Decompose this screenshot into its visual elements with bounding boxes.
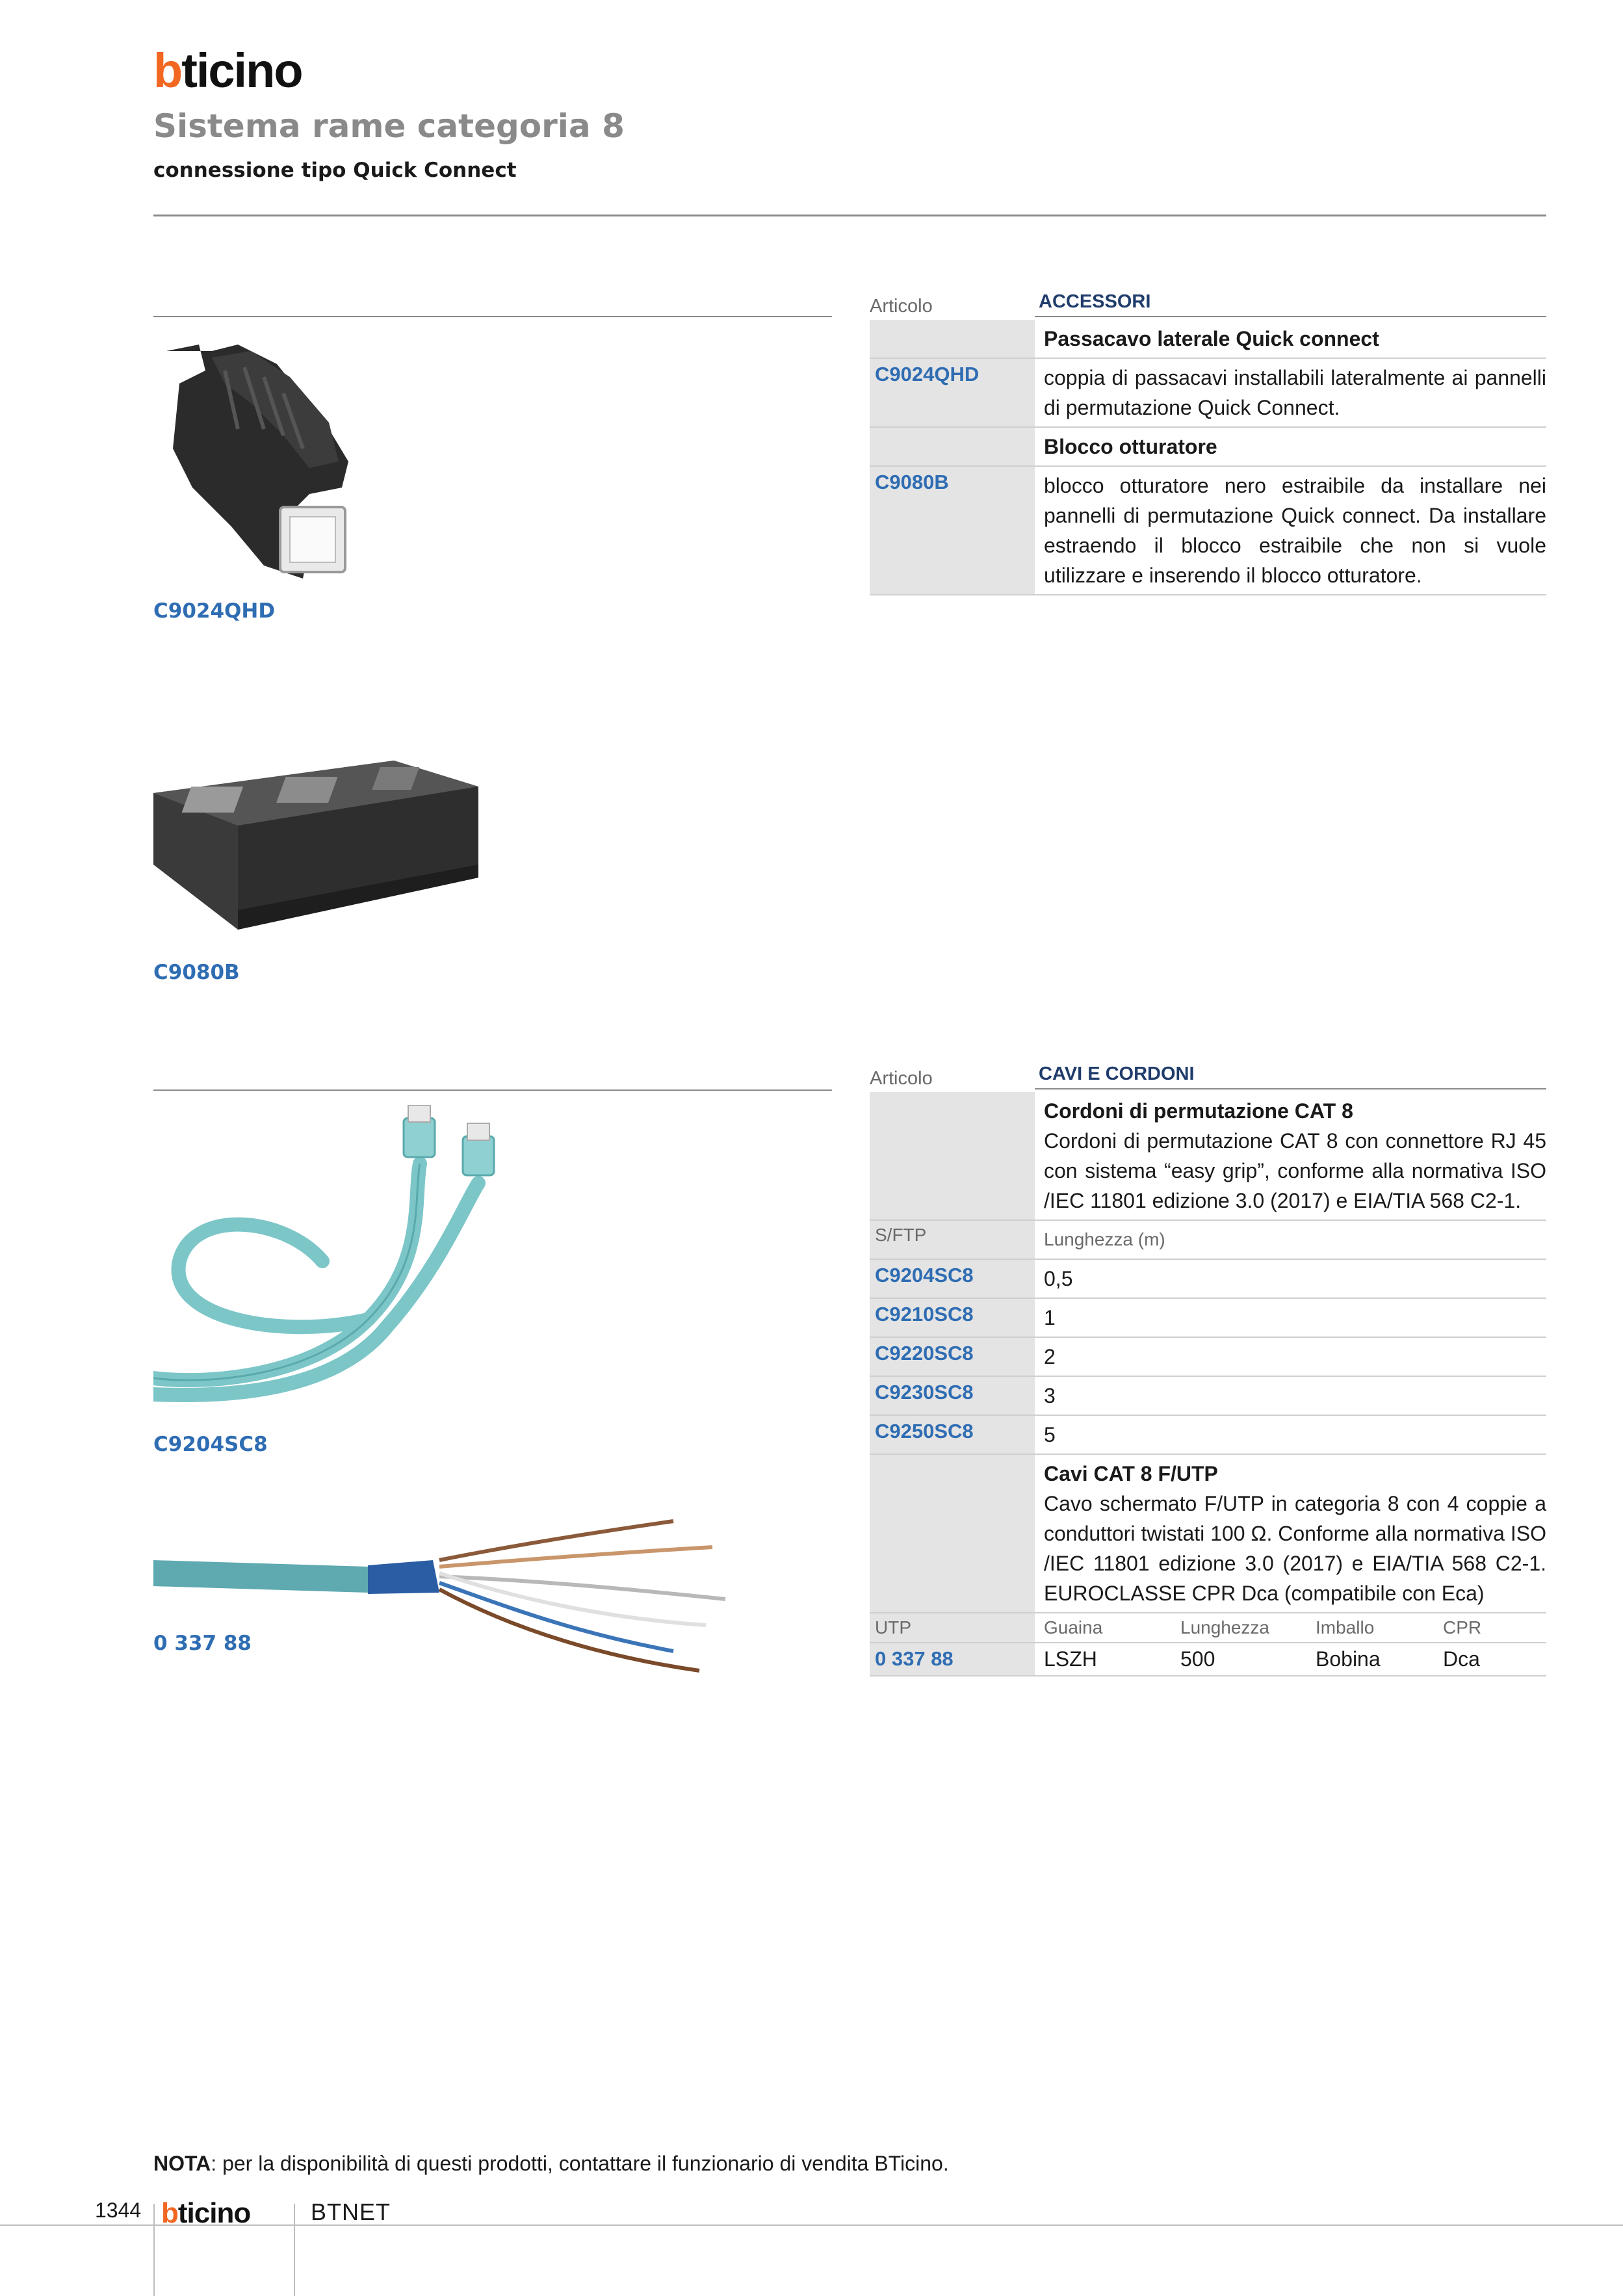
- image-divider: [153, 1089, 832, 1091]
- group-heading-row: [870, 1092, 1546, 1221]
- table-row: [870, 359, 1546, 428]
- section-title: ACCESSORI: [1039, 291, 1151, 312]
- bticino-logo: bticino: [161, 2197, 251, 2229]
- page-number: 1344: [95, 2198, 142, 2222]
- table-row: [870, 1643, 1546, 1676]
- length-value: 1: [1044, 1306, 1056, 1329]
- article-code[interactable]: C9080B: [870, 467, 1035, 594]
- length-value: 500: [1180, 1647, 1215, 1671]
- sub-code-label: S/FTP: [870, 1221, 1035, 1259]
- table-row: [870, 1299, 1546, 1338]
- length-value: 3: [1044, 1384, 1056, 1407]
- cable-pass-through-image: [153, 332, 368, 579]
- patch-cord-image: [153, 1105, 517, 1404]
- catalog-brand: BTNET: [311, 2198, 391, 2225]
- availability-note: NOTA: per la disponibilità di questi prodotti, contattare il funzionario di vendita BTicino.: [153, 2152, 949, 2175]
- group-description: Cavo schermato F/UTP in categoria 8 con 4 coppie a conduttori twistati 100 Ω. Conforme alla normativa ISO /IEC 11801 edizione 3.0 (2017) e EIA/TIA 568 C2-1. EUROCLASSE CPR Dca (compatibile con Eca): [1044, 1492, 1546, 1605]
- image-caption: C9024QHD: [153, 599, 276, 623]
- table-row: [870, 1338, 1546, 1377]
- table-row: [870, 467, 1546, 595]
- page-title: Sistema rame categoria 8: [153, 107, 625, 145]
- bticino-logo: bticino: [153, 44, 302, 98]
- table-row: [870, 1260, 1546, 1299]
- group-heading: Passacavo laterale Quick connect: [1044, 327, 1379, 350]
- group-description: Cordoni di permutazione CAT 8 con connettore RJ 45 con sistema “easy grip”, conforme alla normativa ISO /IEC 11801 edizione 3.0 (2017) e EIA/TIA 568 C2-1.: [1044, 1129, 1546, 1212]
- blanking-block-image: [147, 748, 485, 943]
- length-value: 0,5: [1044, 1267, 1073, 1290]
- group-heading-row: [870, 320, 1546, 359]
- image-caption: 0 337 88: [153, 1632, 252, 1655]
- length-value: 5: [1044, 1423, 1056, 1446]
- column-label: Guaina: [1044, 1617, 1103, 1637]
- table-header: [870, 291, 1546, 317]
- column-label: Articolo: [870, 1068, 933, 1089]
- column-label: CPR: [1443, 1617, 1482, 1637]
- group-heading: Blocco otturatore: [1044, 435, 1217, 458]
- table-header: [870, 1063, 1546, 1089]
- article-description: coppia di passacavi installabili lateralmente ai pannelli di permutazione Quick Connect.: [1044, 366, 1546, 419]
- article-code[interactable]: C9250SC8: [870, 1416, 1035, 1454]
- group-heading-row: [870, 1455, 1546, 1613]
- sub-value-label: Lunghezza (m): [1035, 1221, 1546, 1259]
- article-code[interactable]: 0 337 88: [870, 1643, 1035, 1675]
- image-divider: [153, 316, 832, 317]
- section-title: CAVI E CORDONI: [1039, 1063, 1195, 1084]
- cpr-value: Dca: [1443, 1647, 1480, 1671]
- sub-header-row: [870, 1613, 1546, 1643]
- column-label: Lunghezza: [1180, 1617, 1270, 1637]
- article-code[interactable]: C9024QHD: [870, 359, 1035, 426]
- packaging-value: Bobina: [1316, 1647, 1381, 1671]
- column-label: Imballo: [1316, 1617, 1375, 1637]
- sub-header-row: [870, 1221, 1546, 1260]
- table-row: [870, 1416, 1546, 1455]
- cavi-table: [870, 1063, 1546, 1676]
- article-code[interactable]: C9230SC8: [870, 1377, 1035, 1415]
- length-value: 2: [1044, 1345, 1056, 1368]
- page-subtitle: connessione tipo Quick Connect: [153, 159, 517, 182]
- group-heading: Cavi CAT 8 F/UTP: [1044, 1462, 1218, 1485]
- table-row: [870, 1377, 1546, 1416]
- article-code[interactable]: C9220SC8: [870, 1338, 1035, 1376]
- article-description: blocco otturatore nero estraibile da installare nei pannelli di permutazione Quick connect. Da installare estraendo il blocco estraibile che non si vuole utilizzare e inserendo il blocco otturatore.: [1044, 474, 1546, 587]
- article-code[interactable]: C9204SC8: [870, 1260, 1035, 1298]
- group-heading-row: [870, 428, 1546, 467]
- image-caption: C9204SC8: [153, 1433, 268, 1456]
- article-code[interactable]: C9210SC8: [870, 1299, 1035, 1337]
- header-divider: [153, 215, 1546, 216]
- sheath-value: LSZH: [1044, 1647, 1097, 1671]
- sub-code-label: UTP: [870, 1613, 1035, 1642]
- image-caption: C9080B: [153, 961, 240, 984]
- column-label: Articolo: [870, 296, 933, 317]
- group-heading: Cordoni di permutazione CAT 8: [1044, 1099, 1353, 1123]
- accessori-table: [870, 291, 1546, 595]
